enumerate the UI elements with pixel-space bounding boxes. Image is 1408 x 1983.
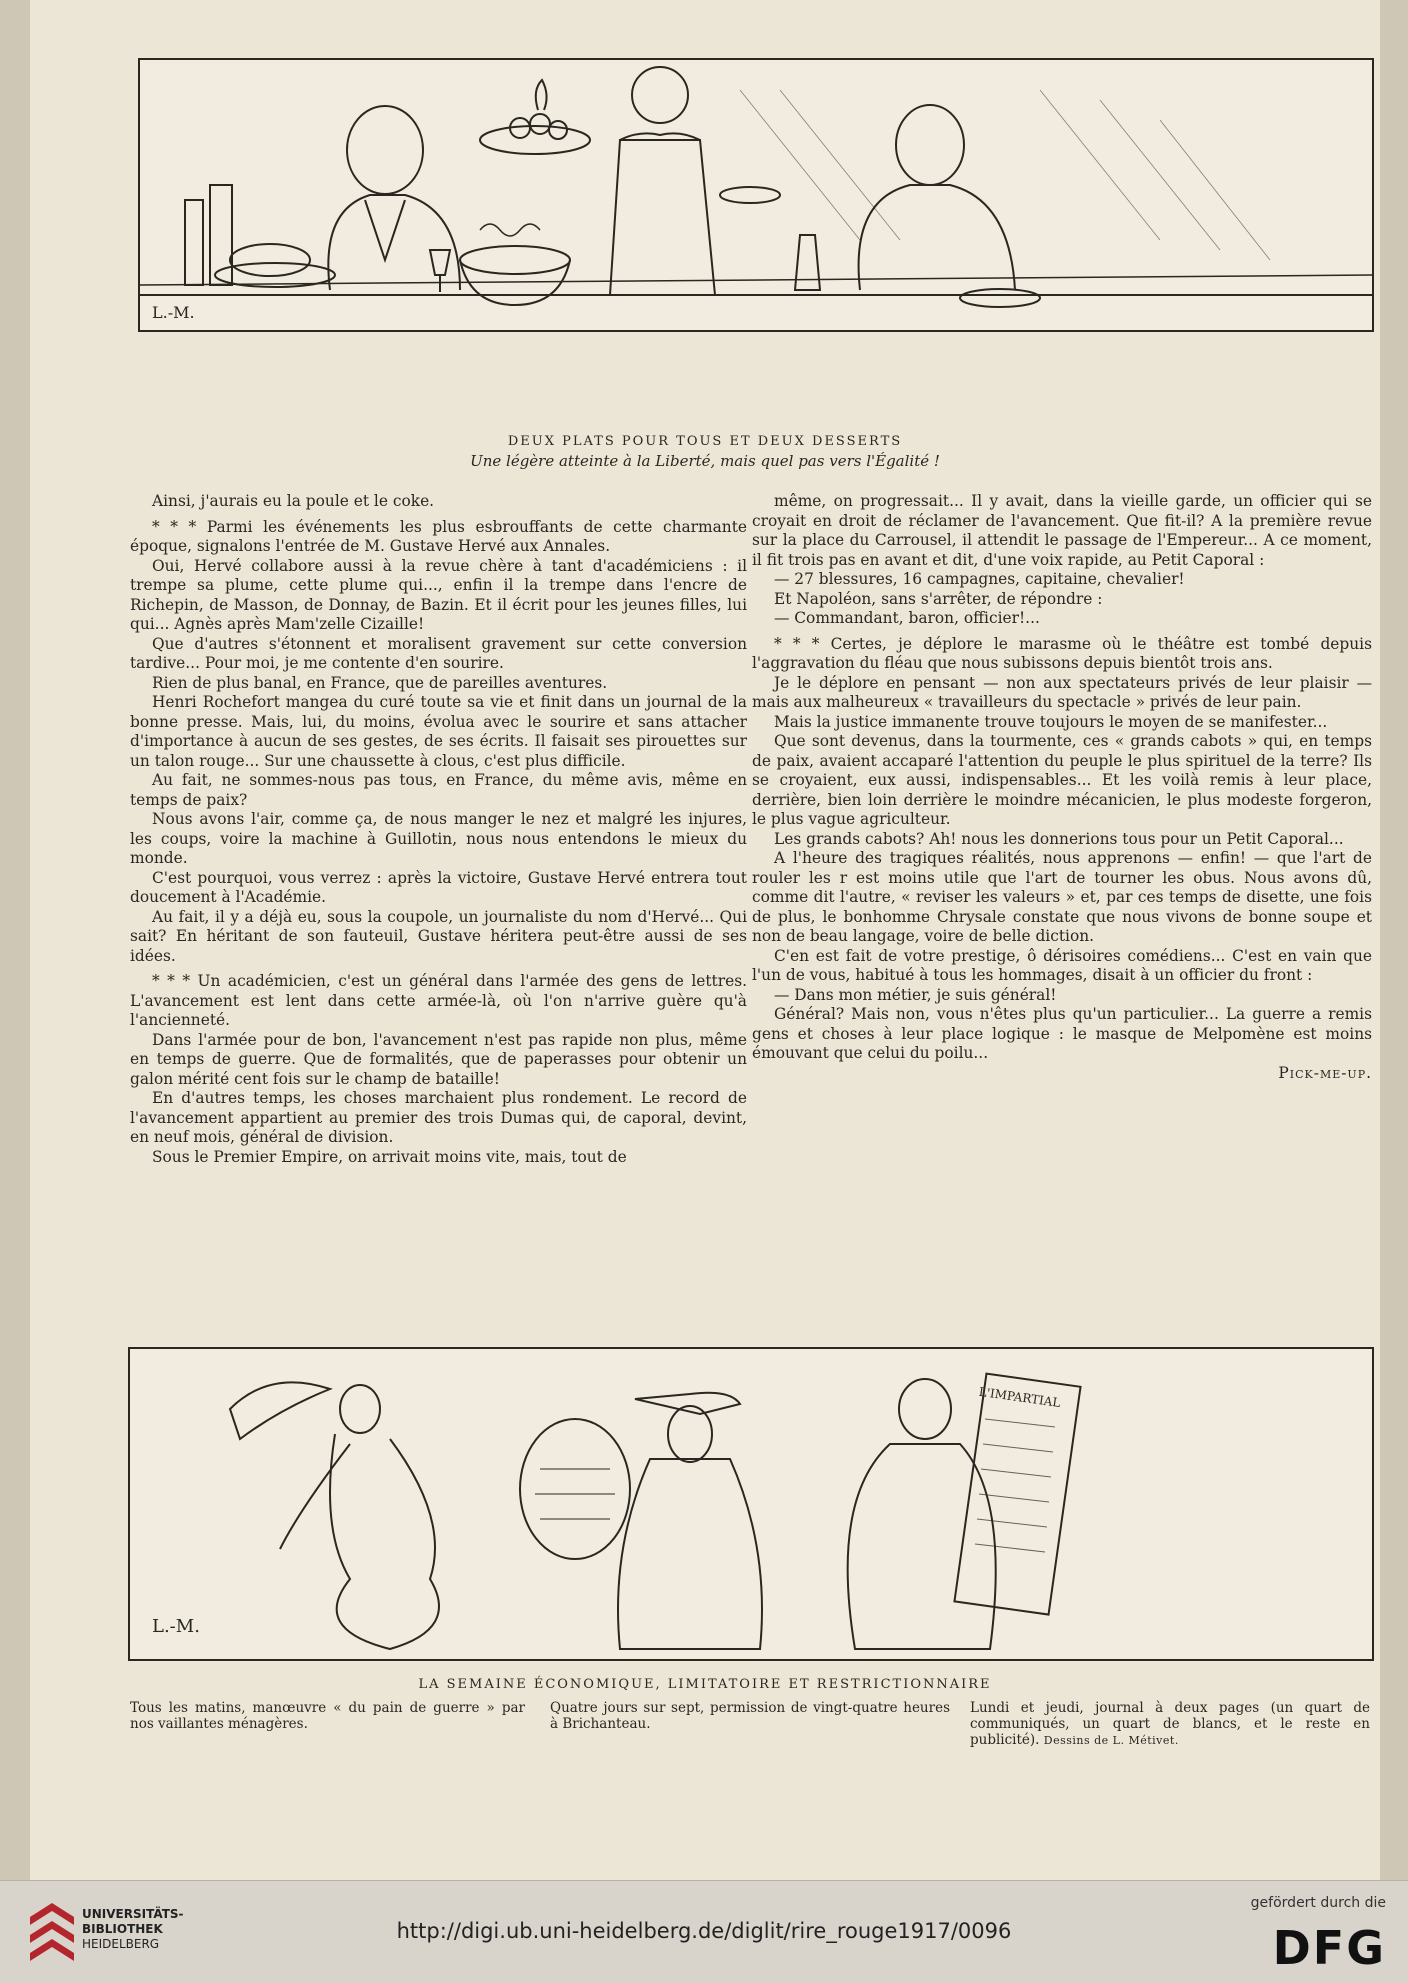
paragraph: C'en est fait de votre prestige, ô dérisoires comédiens... C'est en vain que l'un de vous, habitué à tous les hommages, disait à un officier du front : (752, 946, 1372, 984)
top-illustration (138, 58, 1374, 332)
paragraph: — Commandant, baron, officier!... (774, 609, 1040, 627)
dfg-logo: DFG (1272, 1921, 1386, 1975)
bottom-caption-middle: Quatre jours sur sept, permission de vingt-quatre heures à Brichanteau. (550, 1700, 950, 1732)
paragraph: A l'heure des tragiques réalités, nous apprenons — enfin! — que l'art de rouler les r est moins utile que l'art de tourner les obus. Nous avons dû, comme dit l'autre, « reviser les valeurs » et, par ces temps de disette, une fois de plus, le bonhomme Chrysale constate que nous vivons de bonne soupe et non de beau langage, voire de belle diction. (752, 849, 1372, 945)
page-url-link[interactable]: http://digi.ub.uni-heidelberg.de/diglit/rire_rouge1917/0096 (396, 1919, 1012, 1943)
paragraph: * * * Un académicien, c'est un général dans l'armée des gens de lettres. L'avancement est lent dans cette armée-là, où l'on n'arrive guère qu'à l'ancienneté. (130, 972, 747, 1029)
dining-scene-drawing (140, 60, 1372, 330)
paragraph: Oui, Hervé collabore aussi à la revue chère à tant d'académiciens : il trempe sa plume, cette plume qui..., enfin il la trempe dans l'encre de Richepin, de Masson, de Donnay, de Bazin. Et il écrit pour les jeunes filles, lui qui... Agnès après Mam'zelle Cizaille! (130, 556, 747, 633)
paragraph: C'est pourquoi, vous verrez : après la victoire, Gustave Hervé entrera tout doucement à l'Académie. (130, 868, 747, 906)
paragraph: Sous le Premier Empire, on arrivait moins vite, mais, tout de (152, 1147, 627, 1166)
institution-line: UNIVERSITÄTS- (82, 1907, 184, 1921)
bottom-illustration (128, 1347, 1374, 1661)
paragraph: * * * Parmi les événements les plus esbrouffants de cette charmante époque, signalons l'entrée de M. Gustave Hervé aux Annales. (130, 517, 747, 555)
bottom-caption-left: Tous les matins, manœuvre « du pain de guerre » par nos vaillantes ménagères. (130, 1700, 525, 1732)
paragraph: En d'autres temps, les choses marchaient plus rondement. Le record de l'avancement appartient au premier des trois Dumas qui, de caporal, devint, en neuf mois, général de division. (130, 1089, 747, 1146)
right-text-column (752, 492, 1372, 1083)
funder-label: gefördert durch die (1250, 1895, 1386, 1911)
newspaper-page (30, 0, 1380, 1880)
paragraph: Rien de plus banal, en France, que de pareilles aventures. (152, 673, 608, 692)
institution-line: HEIDELBERG (82, 1937, 160, 1951)
paragraph: Dans l'armée pour de bon, l'avancement n'est pas rapide non plus, même en temps de guerre. Que de formalités, que de paperasses pour obtenir un galon mérité cent fois sur le champ de bataille! (130, 1030, 747, 1088)
top-illustration-signature: L.-M. (152, 303, 195, 322)
paragraph: * * * Certes, je déplore le marasme où le théâtre est tombé depuis l'aggravation du fléau que nous subissons depuis bientôt trois ans. (752, 634, 1372, 672)
paragraph: Henri Rochefort mangea du curé toute sa vie et finit dans un journal de la bonne presse. Mais, lui, du moins, évolua avec le sourire et sans attacher d'importance à aucun de ses gestes, de ses écrits. Il faisait ses pirouettes sur un talon rouge... Sur une chaussette à clous, c'est plus difficile. (130, 693, 747, 770)
bottom-caption-title: LA SEMAINE ÉCONOMIQUE, LIMITATOIRE ET RESTRICTIONNAIRE (418, 1677, 992, 1692)
paragraph: Mais la justice immanente trouve toujours le moyen de se manifester... (774, 712, 1328, 731)
paragraph: Et Napoléon, sans s'arrêter, de répondre : (774, 589, 1103, 608)
paragraph: Nous avons l'air, comme ça, de nous manger le nez et malgré les injures, les coups, voire la machine à Guillotin, nous nous entendons le mieux du monde. (130, 810, 747, 867)
bottom-caption-right (970, 1700, 1370, 1749)
paragraph: Que d'autres s'étonnent et moralisent gravement sur cette conversion tardive... Pour moi, je me contente d'en sourire. (130, 634, 747, 672)
paragraph: Je le déplore en pensant — non aux spectateurs privés de leur plaisir — mais aux malheureux « travailleurs du spectacle » privés de leur pain. (752, 673, 1372, 711)
bottom-illustration-signature: L.-M. (152, 1616, 200, 1637)
left-text-column (130, 492, 747, 1167)
weekly-scene-drawing (130, 1349, 1372, 1659)
paragraph: Que sont devenus, dans la tourmente, ces « grands cabots » qui, en temps de paix, avaient accaparé l'attention du peuple le plus spirituel de la terre? Ils se croyaient, eux aussi, indispensables... Et les voilà remis à leur place, derrière, bien loin derrière le moindre mécanicien, le plus modeste forgeron, le plus vague agriculteur. (752, 732, 1372, 828)
paragraph: — Dans mon métier, je suis général! (774, 985, 1057, 1004)
top-caption-title: DEUX PLATS POUR TOUS ET DEUX DESSERTS (507, 434, 903, 449)
paragraph: Général? Mais non, vous n'êtes plus qu'un particulier... La guerre a remis gens et choses à leur place logique : le masque de Melpomène est moins émouvant que celui du poilu... (752, 1005, 1372, 1062)
paragraph: Les grands cabots? Ah! nous les donnerions tous pour un Petit Caporal... (774, 829, 1344, 848)
article-signature: Pick-me-up. (1278, 1063, 1372, 1082)
viewer-footer (0, 1880, 1408, 1983)
illustration-credit: Dessins de L. Métivet. (1043, 1734, 1179, 1747)
institution-line: BIBLIOTHEK (82, 1922, 163, 1936)
top-caption-subtitle: Une légère atteinte à la Liberté, mais quel pas vers l'Égalité ! (470, 452, 940, 470)
newspaper-masthead: L'IMPARTIAL (977, 1384, 1062, 1410)
bottom-caption-right-text: Lundi et jeudi, journal à deux pages (un quart de communiqués, un quart de blancs, et le reste en publicité). (970, 1700, 1370, 1748)
paragraph: même, on progressait... Il y avait, dans la vieille garde, un officier qui se croyait en droit de réclamer de l'avancement. Que fit-il? A la première revue sur la place du Carrousel, il attendit le passage de l'Empereur... A ce moment, il fit trois pas en avant et dit, d'une voix rapide, au Petit Caporal : (752, 492, 1372, 569)
paragraph: — 27 blessures, 16 campagnes, capitaine, chevalier! (774, 570, 1185, 588)
paragraph: Au fait, il y a déjà eu, sous la coupole, un journaliste du nom d'Hervé... Qui sait? En héritant de son fauteuil, Gustave héritera peut-être aussi de ses idées. (130, 907, 747, 965)
paragraph: Ainsi, j'aurais eu la poule et le coke. (152, 492, 435, 510)
paragraph: Au fait, ne sommes-nous pas tous, en France, du même avis, même en temps de paix? (130, 771, 747, 809)
